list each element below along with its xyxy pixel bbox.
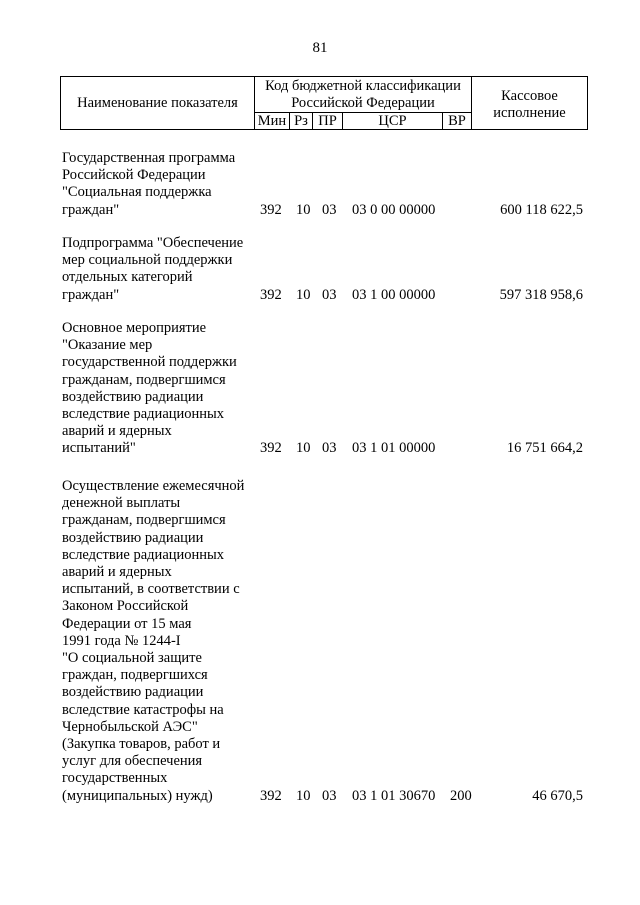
- row-name: [62, 478, 262, 805]
- row-rz-code: 10: [296, 787, 311, 804]
- row-name-line: граждан, подвергшихся: [62, 667, 208, 684]
- row-name-line: аварий и ядерных: [62, 564, 172, 581]
- row-name-line: граждан": [62, 201, 120, 218]
- row-name-line: (Закупка товаров, работ и: [62, 736, 221, 753]
- header-csr: ЦСР: [378, 113, 407, 129]
- page-number: 81: [312, 40, 328, 56]
- row-name-line: Подпрограмма "Обеспечение: [62, 235, 244, 251]
- row-name-line: вследствие радиационных: [62, 406, 225, 423]
- row-name-line: гражданам, подвергшимся: [62, 512, 226, 529]
- header-min: Мин: [257, 113, 287, 129]
- row-pr-code: 03: [322, 440, 337, 457]
- row-name-line: Основное мероприятие: [62, 320, 207, 336]
- row-min-code: 392: [260, 787, 282, 804]
- row-name-line: "Социальная поддержка: [62, 184, 212, 201]
- row-rz-code: 10: [296, 201, 311, 218]
- header-right-border: [587, 76, 588, 130]
- header-name-column: Наименование показателя: [77, 95, 238, 111]
- header-top-border: [60, 76, 588, 77]
- row-name-line: денежной выплаты: [62, 495, 181, 512]
- row-name-line: вследствие радиационных: [62, 546, 225, 563]
- row-name: [62, 320, 262, 458]
- row-name-line: испытаний, в соответствии с: [62, 581, 240, 598]
- header-rz: Рз: [294, 113, 308, 129]
- row-name-line: испытаний": [62, 440, 136, 457]
- row-rz-code: 10: [296, 440, 311, 457]
- row-vr-code: 200: [450, 787, 472, 804]
- row-pr-code: 03: [322, 787, 337, 804]
- row-name-line: Российской Федерации: [62, 167, 206, 184]
- row-pr-code: 03: [322, 201, 337, 218]
- row-csr-code: 03 1 01 00000: [352, 440, 436, 457]
- header-pr: ПР: [318, 113, 337, 129]
- header-amount-line2: исполнение: [493, 105, 566, 121]
- row-csr-code: 03 0 00 00000: [352, 201, 436, 218]
- row-name: [62, 150, 262, 219]
- row-rz-code: 10: [296, 286, 311, 303]
- row-name-line: Федерации от 15 мая: [62, 615, 192, 632]
- row-amount: 597 318 958,6: [499, 286, 583, 303]
- header-vr: ВР: [448, 113, 466, 129]
- header-code-group-line1: Код бюджетной классификации: [265, 78, 461, 94]
- row-name-line: (муниципальных) нужд): [62, 787, 213, 804]
- row-name-line: 1991 года № 1244-I: [62, 632, 181, 649]
- row-name-line: воздействию радиации: [62, 388, 204, 405]
- row-name-line: услуг для обеспечения: [62, 753, 203, 770]
- row-name-line: "Оказание мер: [62, 337, 153, 354]
- row-amount: 600 118 622,5: [500, 201, 583, 218]
- row-name-line: вследствие катастрофы на: [62, 701, 224, 718]
- row-min-code: 392: [260, 286, 282, 303]
- row-name-line: Государственная программа: [62, 150, 236, 166]
- row-name-line: мер социальной поддержки: [62, 252, 233, 269]
- header-code-group-line2: Российской Федерации: [291, 95, 435, 111]
- row-name-line: Законом Российской: [62, 598, 189, 615]
- row-name-line: "О социальной защите: [62, 650, 202, 667]
- row-name-line: воздействию радиации: [62, 529, 204, 546]
- row-csr-code: 03 1 00 00000: [352, 286, 436, 303]
- row-amount: 46 670,5: [532, 787, 583, 804]
- row-name-line: Осуществление ежемесячной: [62, 478, 245, 494]
- row-name-line: Чернобыльской АЭС": [62, 718, 198, 735]
- row-name-line: гражданам, подвергшимся: [62, 371, 226, 388]
- row-name-line: государственных: [62, 770, 168, 787]
- row-name-line: воздействию радиации: [62, 684, 204, 701]
- header-amount-line1: Кассовое: [501, 88, 558, 104]
- row-csr-code: 03 1 01 30670: [352, 787, 436, 804]
- row-name-line: граждан": [62, 286, 120, 303]
- row-pr-code: 03: [322, 286, 337, 303]
- row-name: [62, 235, 262, 304]
- row-name-line: государственной поддержки: [62, 354, 237, 371]
- row-min-code: 392: [260, 201, 282, 218]
- row-name-line: аварий и ядерных: [62, 423, 172, 440]
- row-amount: 16 751 664,2: [506, 440, 583, 457]
- row-min-code: 392: [260, 440, 282, 457]
- row-name-line: отдельных категорий: [62, 269, 193, 286]
